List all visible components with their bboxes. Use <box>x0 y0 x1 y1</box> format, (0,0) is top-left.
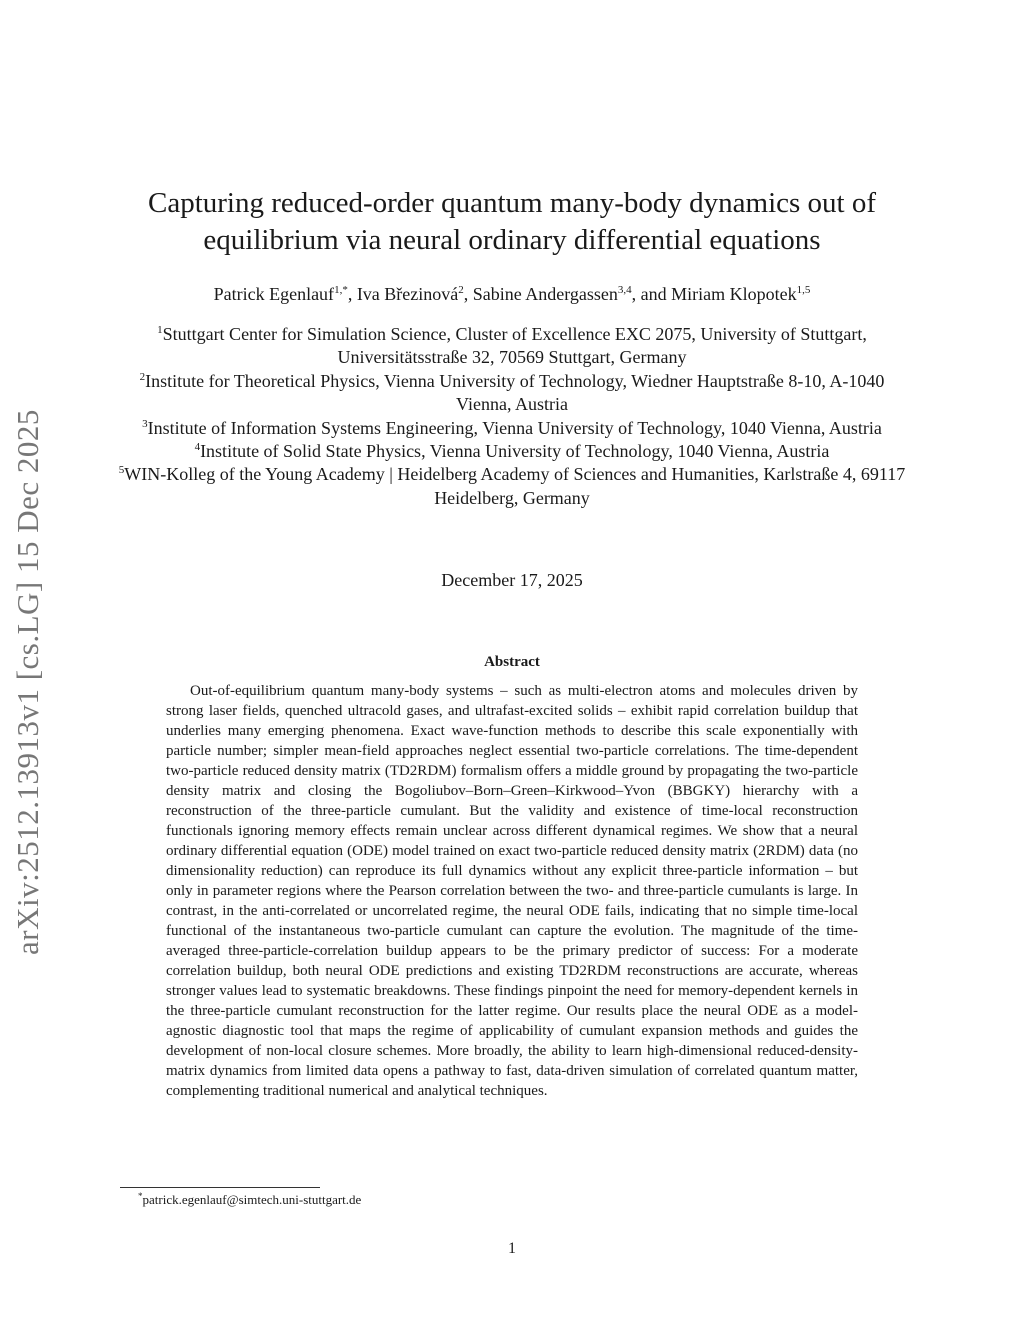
footnote-text: patrick.egenlauf@simtech.uni-stuttgart.de <box>142 1192 362 1207</box>
publication-date: December 17, 2025 <box>441 570 583 590</box>
author-name: Patrick Egenlauf <box>213 284 335 304</box>
title-line-2: equilibrium via neural ordinary differential equations <box>203 224 821 256</box>
affiliation-list <box>118 323 906 510</box>
footnote-marker: * <box>138 1191 143 1201</box>
author-list <box>100 283 924 305</box>
affiliation-text: Institute of Information Systems Engineering, Vienna University of Technology, 1040 Vienna, Austria <box>147 417 882 438</box>
arxiv-identifier-stamp: arXiv:2512.13913v1 [cs.LG] 15 Dec 2025 <box>10 409 45 955</box>
title-line-1: Capturing reduced-order quantum many-body dynamics out of <box>147 187 877 219</box>
affiliation <box>118 370 906 417</box>
affiliation-marker: 3 <box>142 417 148 430</box>
author-affiliation-marks: 2 <box>458 284 464 296</box>
author-affiliation-marks: 1,* <box>334 284 348 296</box>
affiliation <box>118 463 906 510</box>
affiliation-text: Institute of Solid State Physics, Vienna University of Technology, 1040 Vienna, Austria <box>200 441 830 462</box>
affiliation-text: Institute for Theoretical Physics, Vienna University of Technology, Wiedner Hauptstraße 8-10, A-1040 Vienna, Austria <box>145 370 885 415</box>
affiliation <box>118 440 906 463</box>
affiliation-text: Stuttgart Center for Simulation Science, Cluster of Excellence EXC 2075, University of Stuttgart, Universitätsstraße 32, 70569 Stuttgart, Germany <box>162 324 867 368</box>
affiliation <box>118 417 906 440</box>
abstract-heading: Abstract <box>484 654 540 670</box>
author-separator: , <box>347 284 357 304</box>
abstract-body: Out-of-equilibrium quantum many-body systems – such as multi-electron atoms and molecules driven by strong laser fields, quenched ultracold gases, and ultrafast-excited solids – exhibit rapid correlation buildup that underlies many emerging phenomena. Exact wave-function methods to describe this scale exponentially with particle number; simpler mean-field approaches neglect essential two-particle correlations. The time-dependent two-particle reduced density matrix (TD2RDM) formalism offers a middle ground by propagating the two-particle density matrix and closing the Bogoliubov–Born–Green–Kirkwood–Yvon (BBGKY) hierarchy with a reconstruction of the three-particle cumulant. But the validity and existence of time-local reconstruction functionals ignoring memory effects remain unclear across different dynamical regimes. We show that a neural ordinary differential equation (ODE) model trained on exact two-particle reduced density matrix (2RDM) data (no dimensionality reduction) can reproduce its full dynamics without any explicit three-particle information – but only in parameter regions where the Pearson correlation between the two- and three-particle cumulants is large. In contrast, in the anti-correlated or uncorrelated regime, the neural ODE fails, indicating that no simple time-local functional of the instantaneous two-particle cumulant can capture the evolution. The magnitude of the time-averaged three-particle-correlation buildup appears to be the primary predictor of success: For a moderate correlation buildup, both neural ODE predictions and existing TD2RDM reconstructions are accurate, whereas stronger values lead to systematic breakdowns. These findings pinpoint the need for memory-dependent kernels in the three-particle cumulant reconstruction for the latter regime. Our results place the neural ODE as a model-agnostic diagnostic tool that maps the regime of applicability of cumulant expansion methods and guides the development of non-local closure schemes. More broadly, the ability to learn high-dimensional reduced-density-matrix dynamics from limited data opens a pathway to fast, data-driven simulation of correlated quantum matter, complementing traditional numerical and analytical techniques. <box>166 683 858 1099</box>
footnote-email <box>138 1192 361 1208</box>
affiliation-marker: 5 <box>118 464 125 477</box>
author-name: Iva Březinová <box>356 284 459 304</box>
affiliation-text: WIN-Kolleg of the Young Academy | Heidelberg Academy of Sciences and Humanities, Karlstraße 4, 69117 Heidelberg, Germany <box>124 464 906 508</box>
footnote-divider <box>120 1187 320 1188</box>
author-separator: , <box>463 284 473 304</box>
affiliation-marker: 2 <box>139 370 146 383</box>
author-affiliation-marks: 1,5 <box>796 284 811 296</box>
author-affiliation-marks: 3,4 <box>617 284 632 296</box>
affiliation <box>118 323 906 370</box>
affiliation-marker: 4 <box>194 441 201 454</box>
author-name: Sabine Andergassen <box>472 284 618 304</box>
affiliation-marker: 1 <box>157 324 163 336</box>
paper-title <box>100 185 924 259</box>
page-number: 1 <box>508 1240 516 1257</box>
author-name: Miriam Klopotek <box>671 284 797 304</box>
author-separator: , and <box>631 284 672 304</box>
